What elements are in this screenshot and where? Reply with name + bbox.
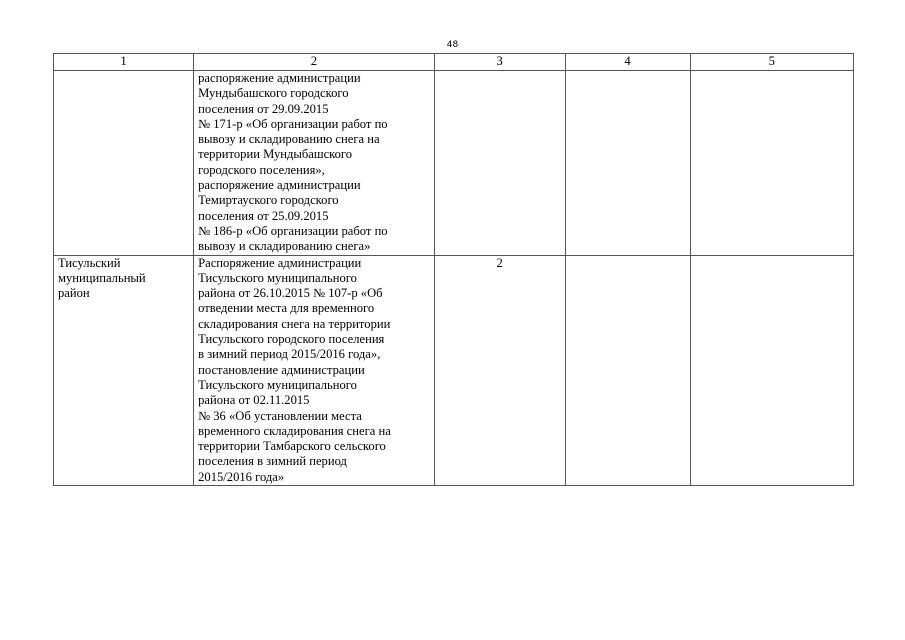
district-line: район <box>58 286 90 301</box>
district-cell <box>54 255 194 485</box>
document-line: 2015/2016 года» <box>198 469 285 484</box>
header-cell-1: 1 <box>54 54 194 71</box>
document-line: района от 02.11.2015 <box>198 393 310 408</box>
document-line: вывозу и складированию снега» <box>198 239 371 254</box>
district-line: Тисульский <box>58 255 121 270</box>
document-line: территории Мундыбашского <box>198 147 353 162</box>
document-line: Распоряжение администрации <box>198 255 362 270</box>
document-line: вывозу и складированию снега на <box>198 132 380 147</box>
column-5-cell <box>690 255 854 485</box>
document-line: в зимний период 2015/2016 года», <box>198 347 381 362</box>
document-line: поселения в зимний период <box>198 454 347 469</box>
document-line: № 186-р «Об организации работ по <box>198 223 388 238</box>
table-row <box>54 71 854 256</box>
header-cell-3: 3 <box>434 54 565 71</box>
document-line: отведении места для временного <box>198 301 375 316</box>
document-line: района от 26.10.2015 № 107-р «Об <box>198 286 383 301</box>
document-cell <box>194 71 435 256</box>
column-4-cell <box>565 255 690 485</box>
document-line: временного складирования снега на <box>198 423 391 438</box>
page-number: 48 <box>446 40 459 50</box>
document-line: Мундыбашского городского <box>198 86 349 101</box>
document-line: Тисульского муниципального <box>198 377 357 392</box>
document-line: Тисульского городского поселения <box>198 332 385 347</box>
document-table <box>53 53 854 486</box>
count-cell: 2 <box>434 255 565 485</box>
header-cell-2: 2 <box>194 54 435 71</box>
document-line: № 36 «Об установлении места <box>198 408 362 423</box>
table-header-row <box>54 54 854 71</box>
document-line: территории Тамбарского сельского <box>198 439 386 454</box>
document-line: распоряжение администрации <box>198 71 361 85</box>
document-line: Тисульского муниципального <box>198 270 357 285</box>
document-line: Темиртауского городского <box>198 193 339 208</box>
district-cell <box>54 71 194 256</box>
column-4-cell <box>565 71 690 256</box>
document-line: постановление администрации <box>198 362 365 377</box>
count-cell <box>434 71 565 256</box>
document-cell <box>194 255 435 485</box>
table-row <box>54 255 854 485</box>
document-line: поселения от 29.09.2015 <box>198 101 329 116</box>
document-line: поселения от 25.09.2015 <box>198 208 329 223</box>
district-line: муниципальный <box>58 270 146 285</box>
column-5-cell <box>690 71 854 256</box>
document-line: № 171-р «Об организации работ по <box>198 116 388 131</box>
document-line: городского поселения», <box>198 162 325 177</box>
document-line: складирования снега на территории <box>198 316 391 331</box>
header-cell-4: 4 <box>565 54 690 71</box>
document-line: распоряжение администрации <box>198 178 361 193</box>
header-cell-5: 5 <box>690 54 854 71</box>
